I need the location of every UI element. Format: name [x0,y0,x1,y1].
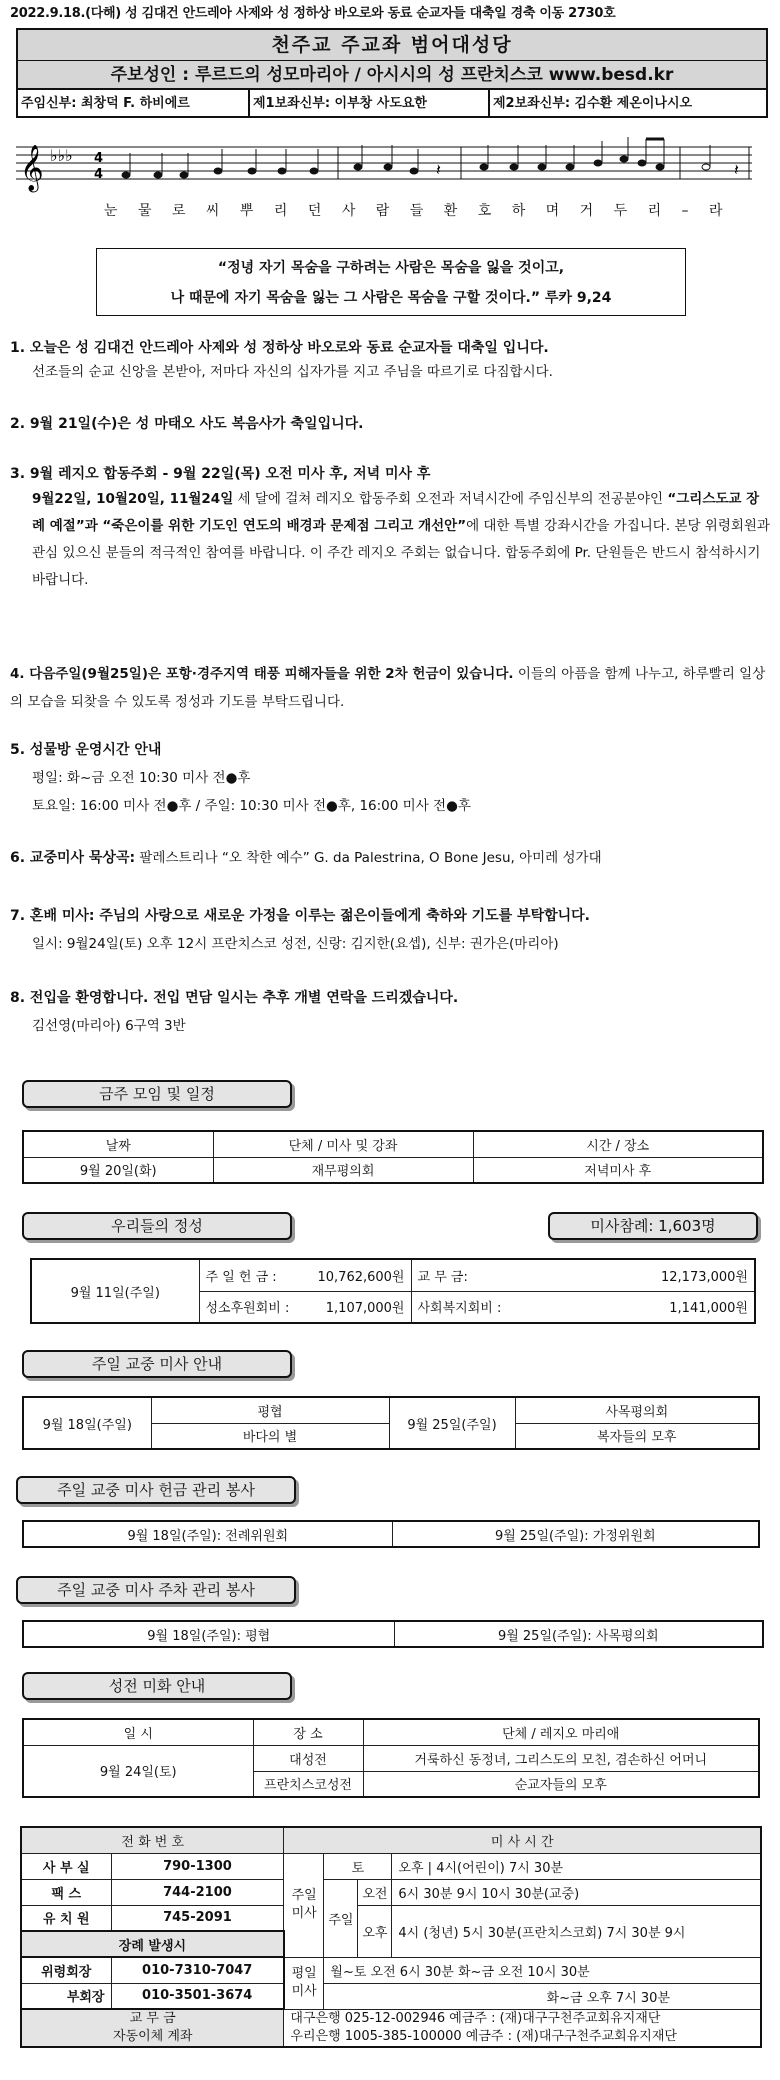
pastor-name: 주임신부: 최창덕 F. 하비에르 [18,90,250,117]
notice-1: 1. 오늘은 성 김대건 안드레아 사제와 성 정하상 바오로와 동료 순교자들 대축일 입니다. 선조들의 순교 신앙을 본받아, 저마다 자신의 십자가를 지고 주님을 따르기로 다짐합시다. [10,340,553,380]
decoration-title: 성전 미화 안내 [22,1672,292,1700]
notice-5: 5. 성물방 운영시간 안내 평일: 화~금 오전 10:30 미사 전●후 토요일: 16:00 미사 전●후 / 주일: 10:30 미사 전●후, 16:00 미사 전●후 [10,742,471,814]
clergy-row [18,90,766,117]
decoration-table: 일 시 장 소 단체 / 레지오 마리애 9월 24일(토) 대성전 거룩하신 동정녀, 그리스도의 모친, 겸손하신 어머니 프란치스코성전 순교자들의 모후 [22,1718,760,1798]
collection-service-table: 9월 18일(주일): 전례위원회 9월 25일(주일): 가정위원회 [22,1520,760,1548]
sunday-mass-table: 9월 18일(주일) 평협 9월 25일(주일) 사목평의회 바다의 별 복자들의 모후 [22,1396,760,1450]
sunday-mass-title: 주일 교중 미사 안내 [22,1350,292,1378]
schedule-title: 금주 모임 및 일정 [22,1080,292,1108]
notice-6: 6. 교중미사 묵상곡: 팔레스트리나 “오 착한 예수” G. da Palestrina, O Bone Jesu, 아미레 성가대 [10,850,602,866]
contact-mass-table: 전 화 번 호 미 사 시 간 사 부 실 790-1300 주일 미사 토 오후 | 4시(어린이) 7시 30분 팩 스 744-2100 주일 오전 6시 30분 9시 10시 30분(교중) 유 치 원 745-2091 오후 4시 (청년) 5시 30분(프란치스코회) 7시 30분 9시 장례 발생시 위령회장 010-7310-7047 평일 미사 월~토 오전 6시 30분 화~금 오전 10시 30분 부회장 010-3501-3674 화~금 오후 7시 30분 교 무 금 자동이체 계좌 대구은행 025-12-002946 예금주 : (재)대구구천주교회유지재단 우리은행 1005-385-100000 예금주 : (재)대구구천주교회유지재단 [20,1826,762,2048]
svg-text:𝄽: 𝄽 [436,160,441,179]
attendance-count: 미사참례: 1,603명 [548,1212,758,1240]
parish-name: 천주교 주교좌 범어대성당 [18,30,766,61]
notice-4: 4. 다음주일(9월25일)은 포항·경주지역 태풍 피해자들을 위한 2차 헌금이 있습니다. 이들의 아픔을 함께 나누고, 하루빨리 일상의 모습을 되찾을 수 있도록 정성과 기도를 부탁드립니다. [10,666,766,710]
parking-service-table: 9월 18일(주일): 평협 9월 25일(주일): 사목평의회 [22,1620,764,1648]
notice-7: 7. 혼배 미사: 주님의 사랑으로 새로운 가정을 이루는 젊은이들에게 축하와 기도를 부탁합니다. 일시: 9월24일(토) 오후 12시 프란치스코 성전, 신랑: 김지한(요셉), 신부: 권가은(마리아) [10,908,590,952]
assistant-priest-2: 제2보좌신부: 김수환 제온이나시오 [493,96,693,111]
notice-8: 8. 전입을 환영합니다. 전입 면담 일시는 추후 개별 연락을 드리겠습니다. 김선영(마리아) 6구역 3반 [10,990,459,1034]
offering-table: 9월 11일(주일) 주 일 헌 금 : 10,762,600원 교 무 금: 12,173,000원 성소후원회비 : 1,107,000원 사회복지회비 : 1,141,000원 [30,1258,756,1324]
hymn-staff [16,135,764,199]
offering-title: 우리들의 정성 [22,1212,292,1240]
patron-saints: 주보성인 : 루르드의 성모마리아 / 아시시의 성 프란치스코 www.besd.kr [18,61,766,90]
assistant-priest-1: 제1보좌신부: 이부창 사도요한 [250,90,490,117]
table-row: 9월 20일(화) 재무평의회 저녁미사 후 [23,1157,763,1183]
treble-clef-icon: 𝄞 [20,145,44,191]
notice-3: 3. 9월 레지오 합동주회 - 9월 22일(목) 오전 미사 후, 저녁 미사 후 9월22일, 10월20일, 11월24일 세 달에 걸쳐 레지오 합동주회 오전과 저녁시간에 주임신부의 전공분야인 “그리스도교 장례 예절”과 “죽은이를 위한 기도인 연도의 배경과 문제점 그리고 개선안”에 대한 특별 강좌시간을 가집니다. 본당 위령회원과 관심 있으신 분들의 적극적인 참여를 바랍니다. 이 주간 레지오 주회는 없습니다. 합동주회에 Pr. 단원들은 반드시 참석하시기 바랍니다. [10,466,770,588]
bulletin-date-line: 2022.9.18.(다해) 성 김대건 안드레아 사제와 성 정하상 바오로와 동료 순교자들 대축일 경축 이동 2730호 [10,6,616,21]
parking-service-title: 주일 교중 미사 주차 관리 봉사 [16,1576,296,1604]
gospel-quote-box [96,248,686,316]
header-box [16,28,768,118]
collection-service-title: 주일 교중 미사 헌금 관리 봉사 [16,1476,296,1504]
svg-text:4: 4 [94,167,104,182]
gospel-quote-line-2: 나 때문에 자기 목숨을 잃는 그 사람은 목숨을 구할 것이다.” 루카 9,24 [170,290,612,306]
gospel-quote-line-1: “정녕 자기 목숨을 구하려는 사람은 목숨을 잃을 것이고, [217,260,565,276]
notice-2: 2. 9월 21일(수)은 성 마태오 사도 복음사가 축일입니다. [10,416,364,432]
svg-text:♭♭♭: ♭♭♭ [50,146,73,165]
schedule-table: 날짜 단체 / 미사 및 강좌 시간 / 장소 9월 20일(화) 재무평의회 저녁미사 후 [22,1130,764,1184]
hymn-lyrics: 눈 물 로 씨 뿌 리 던 사 람 들 환 호 하 며 거 두 리 – 라 [104,203,731,219]
svg-text:4: 4 [94,151,104,166]
svg-text:𝄽: 𝄽 [734,160,739,179]
